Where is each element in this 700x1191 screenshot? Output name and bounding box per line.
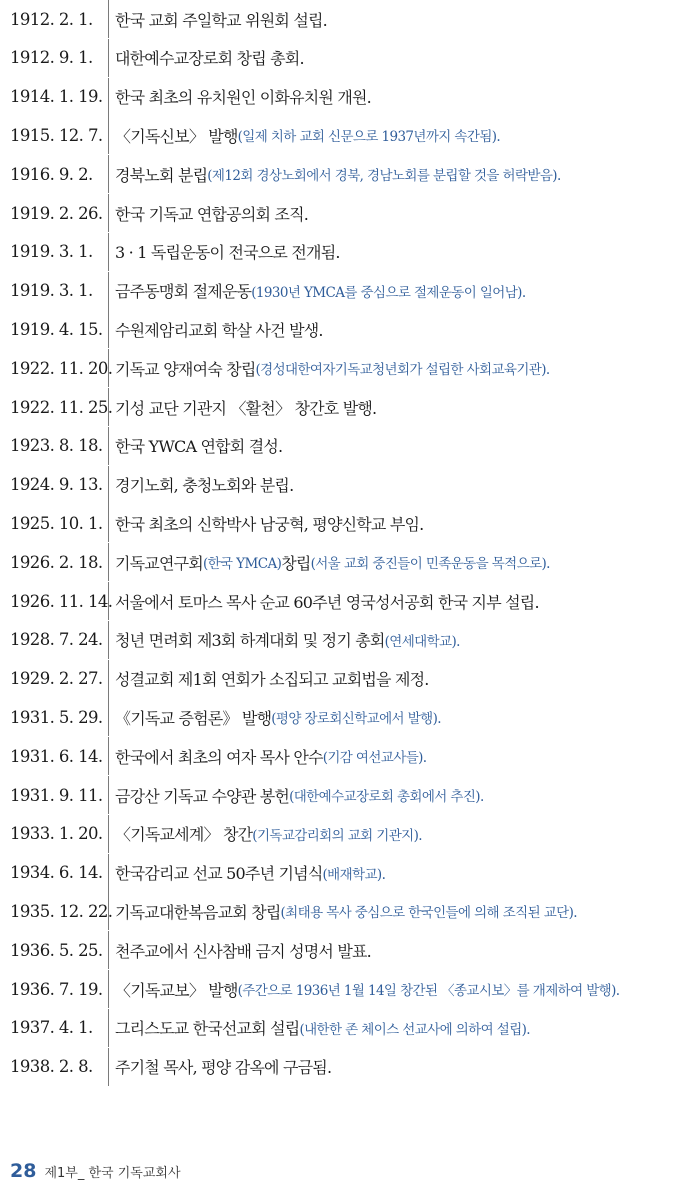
entry-note: (주간으로 1936년 1월 14일 창간된 〈종교시보〉를 개제하여 발행). (237, 983, 620, 999)
entry-description (108, 272, 700, 310)
entry-description (108, 621, 700, 659)
entry-description (108, 116, 700, 154)
entry-date: 1912. 2. 1. (10, 9, 93, 29)
entry-date: 1933. 1. 20. (10, 824, 103, 844)
entry-description (108, 0, 700, 38)
entry-text: 주기철 목사, 평양 감옥에 구금됨. (115, 1058, 332, 1078)
entry-date: 1922. 11. 20. (10, 358, 113, 378)
entry-description (108, 737, 700, 775)
entry-date: 1931. 9. 11. (10, 785, 103, 805)
entry-text: 〈기독교보〉 발행 (115, 980, 238, 1000)
entry-date: 1919. 3. 1. (10, 242, 93, 262)
page-number: 28 (10, 1160, 37, 1182)
entry-note: (내한한 존 체이스 선교사에 의하여 설립). (299, 1021, 530, 1038)
entry-date: 1919. 4. 15. (10, 319, 103, 339)
timeline-row (0, 892, 700, 930)
entry-date: 1924. 9. 13. (10, 475, 103, 495)
entry-note: (평양 장로회신학교에서 발행). (271, 711, 441, 728)
entry-date: 1919. 3. 1. (10, 281, 93, 301)
entry-description (108, 155, 700, 193)
entry-text: 〈기독교세계〉 창간 (115, 825, 253, 845)
entry-date: 1926. 2. 18. (10, 552, 103, 572)
entry-date: 1925. 10. 1. (10, 513, 103, 533)
entry-note: (경성대한여자기독교청년회가 설립한 사회교육기관). (255, 362, 550, 379)
entry-text: 한국감리교 선교 50주년 기념식 (115, 864, 323, 884)
entry-text: 수원제암리교회 학살 사건 발생. (115, 320, 323, 340)
entry-text: 기독교 양재여숙 창립 (115, 359, 256, 379)
timeline-row (0, 737, 700, 775)
entry-description (108, 543, 700, 581)
entry-text: 청년 면려회 제3회 하계대회 및 정기 총회 (115, 631, 385, 651)
entry-text: 한국 기독교 연합공의회 조직. (115, 204, 309, 224)
entry-text: 성결교회 제1회 연회가 소집되고 교회법을 제정. (115, 670, 429, 690)
entry-date: 1934. 6. 14. (10, 863, 103, 883)
timeline-row (0, 39, 700, 77)
entry-text: 한국에서 최초의 여자 목사 안수 (115, 747, 323, 767)
entry-text: 〈기독신보〉 발행 (115, 126, 238, 146)
entry-description (108, 970, 700, 1008)
timeline-row (0, 543, 700, 581)
timeline-row (0, 272, 700, 310)
entry-description (108, 660, 700, 698)
timeline-row (0, 776, 700, 814)
entry-date: 1937. 4. 1. (10, 1018, 93, 1038)
timeline-row (0, 815, 700, 853)
timeline-row (0, 310, 700, 348)
timeline-row (0, 0, 700, 38)
entry-date: 1912. 9. 1. (10, 48, 93, 68)
timeline-row (0, 233, 700, 271)
entry-date: 1931. 6. 14. (10, 746, 103, 766)
entry-note-continued: (서울 교회 중진들이 민족운동을 목적으로). (310, 556, 550, 573)
entry-text: 한국 교회 주일학교 위원회 설립. (115, 10, 327, 30)
timeline-row (0, 504, 700, 542)
entry-description (108, 427, 700, 465)
entry-text: 금주동맹회 절제운동 (115, 282, 252, 302)
entry-date: 1916. 9. 2. (10, 164, 93, 184)
entry-description (108, 1009, 700, 1047)
entry-date: 1928. 7. 24. (10, 630, 103, 650)
entry-note: (한국 YMCA) (202, 556, 282, 573)
entry-date: 1923. 8. 18. (10, 436, 103, 456)
entry-description (108, 504, 700, 542)
entry-text: 금강산 기독교 수양관 봉헌 (115, 786, 290, 806)
entry-description (108, 310, 700, 348)
entry-text: 3 · 1 독립운동이 전국으로 전개됨. (115, 243, 340, 263)
timeline-row (0, 1048, 700, 1086)
timeline-row (0, 970, 700, 1008)
entry-text: 대한예수교장로회 창립 총회. (115, 49, 304, 69)
timeline-row (0, 660, 700, 698)
timeline-row (0, 931, 700, 969)
entry-text: 한국 최초의 신학박사 남궁혁, 평양신학교 부임. (115, 514, 424, 534)
entry-text: 경기노회, 충청노회와 분립. (115, 476, 294, 496)
timeline-row (0, 349, 700, 387)
timeline-row (0, 155, 700, 193)
entry-description (108, 233, 700, 271)
entry-description (108, 466, 700, 504)
entry-text: 기성 교단 기관지 〈활천〉 창간호 발행. (115, 398, 377, 418)
entry-description (108, 815, 700, 853)
entry-text: 그리스도교 한국선교회 설립 (115, 1019, 300, 1039)
entry-description (108, 388, 700, 426)
chapter-title: 제1부_ 한국 기독교회사 (44, 1166, 181, 1181)
entry-date: 1931. 5. 29. (10, 707, 103, 727)
entry-description (108, 776, 700, 814)
timeline-row (0, 194, 700, 232)
entry-text: 천주교에서 신사참배 금지 성명서 발표. (115, 941, 371, 961)
entry-text: 기독교연구회 (115, 553, 203, 573)
entry-text: 서울에서 토마스 목사 순교 60주년 영국성서공회 한국 지부 설립. (115, 592, 539, 612)
entry-description (108, 931, 700, 969)
entry-note: (기독교감리회의 교회 기관지). (252, 827, 422, 844)
timeline-row (0, 698, 700, 736)
timeline-row (0, 1009, 700, 1047)
entry-note: (일제 치하 교회 신문으로 1937년까지 속간됨). (237, 129, 501, 146)
entry-note: (연세대학교). (384, 633, 460, 650)
timeline-row (0, 78, 700, 116)
entry-text: 한국 YWCA 연합회 결성. (115, 437, 283, 457)
timeline-row (0, 854, 700, 892)
entry-note: (배재학교). (322, 866, 386, 883)
entry-text-continued: 창립 (281, 553, 311, 573)
timeline-row (0, 582, 700, 620)
page-footer (10, 1160, 181, 1182)
entry-date: 1936. 7. 19. (10, 979, 103, 999)
entry-date: 1935. 12. 22. (10, 901, 113, 921)
entry-description (108, 854, 700, 892)
timeline-row (0, 466, 700, 504)
entry-description (108, 349, 700, 387)
entry-description (108, 1048, 700, 1086)
entry-description (108, 892, 700, 930)
entry-note: (최태용 목사 중심으로 한국인들에 의해 조직된 교단). (280, 905, 577, 922)
entry-date: 1914. 1. 19. (10, 87, 103, 107)
entry-text: 《기독교 증험론》 발행 (115, 708, 272, 728)
entry-date: 1936. 5. 25. (10, 940, 103, 960)
entry-date: 1915. 12. 7. (10, 125, 103, 145)
entry-date: 1919. 2. 26. (10, 203, 103, 223)
entry-text: 경북노회 분립 (115, 165, 208, 185)
entry-date: 1926. 11. 14. (10, 591, 113, 611)
entry-note: (기감 여선교사들). (322, 750, 427, 767)
entry-date: 1922. 11. 25. (10, 397, 113, 417)
entry-description (108, 194, 700, 232)
entry-date: 1929. 2. 27. (10, 669, 103, 689)
timeline-row (0, 621, 700, 659)
entry-description (108, 78, 700, 116)
entry-text: 기독교대한복음교회 창립 (115, 902, 281, 922)
timeline-row (0, 388, 700, 426)
entry-description (108, 39, 700, 77)
entry-text: 한국 최초의 유치원인 이화유치원 개원. (115, 88, 371, 108)
entry-note: (제12회 경상노회에서 경북, 경남노회를 분립할 것을 허락받음). (207, 168, 561, 185)
timeline-row (0, 427, 700, 465)
entry-description (108, 698, 700, 736)
entry-date: 1938. 2. 8. (10, 1057, 93, 1077)
entry-note: (대한예수교장로회 총회에서 추진). (289, 789, 484, 805)
entry-description (108, 582, 700, 620)
entry-note: (1930년 YMCA를 중심으로 절제운동이 일어남). (251, 284, 526, 301)
timeline-row (0, 116, 700, 154)
